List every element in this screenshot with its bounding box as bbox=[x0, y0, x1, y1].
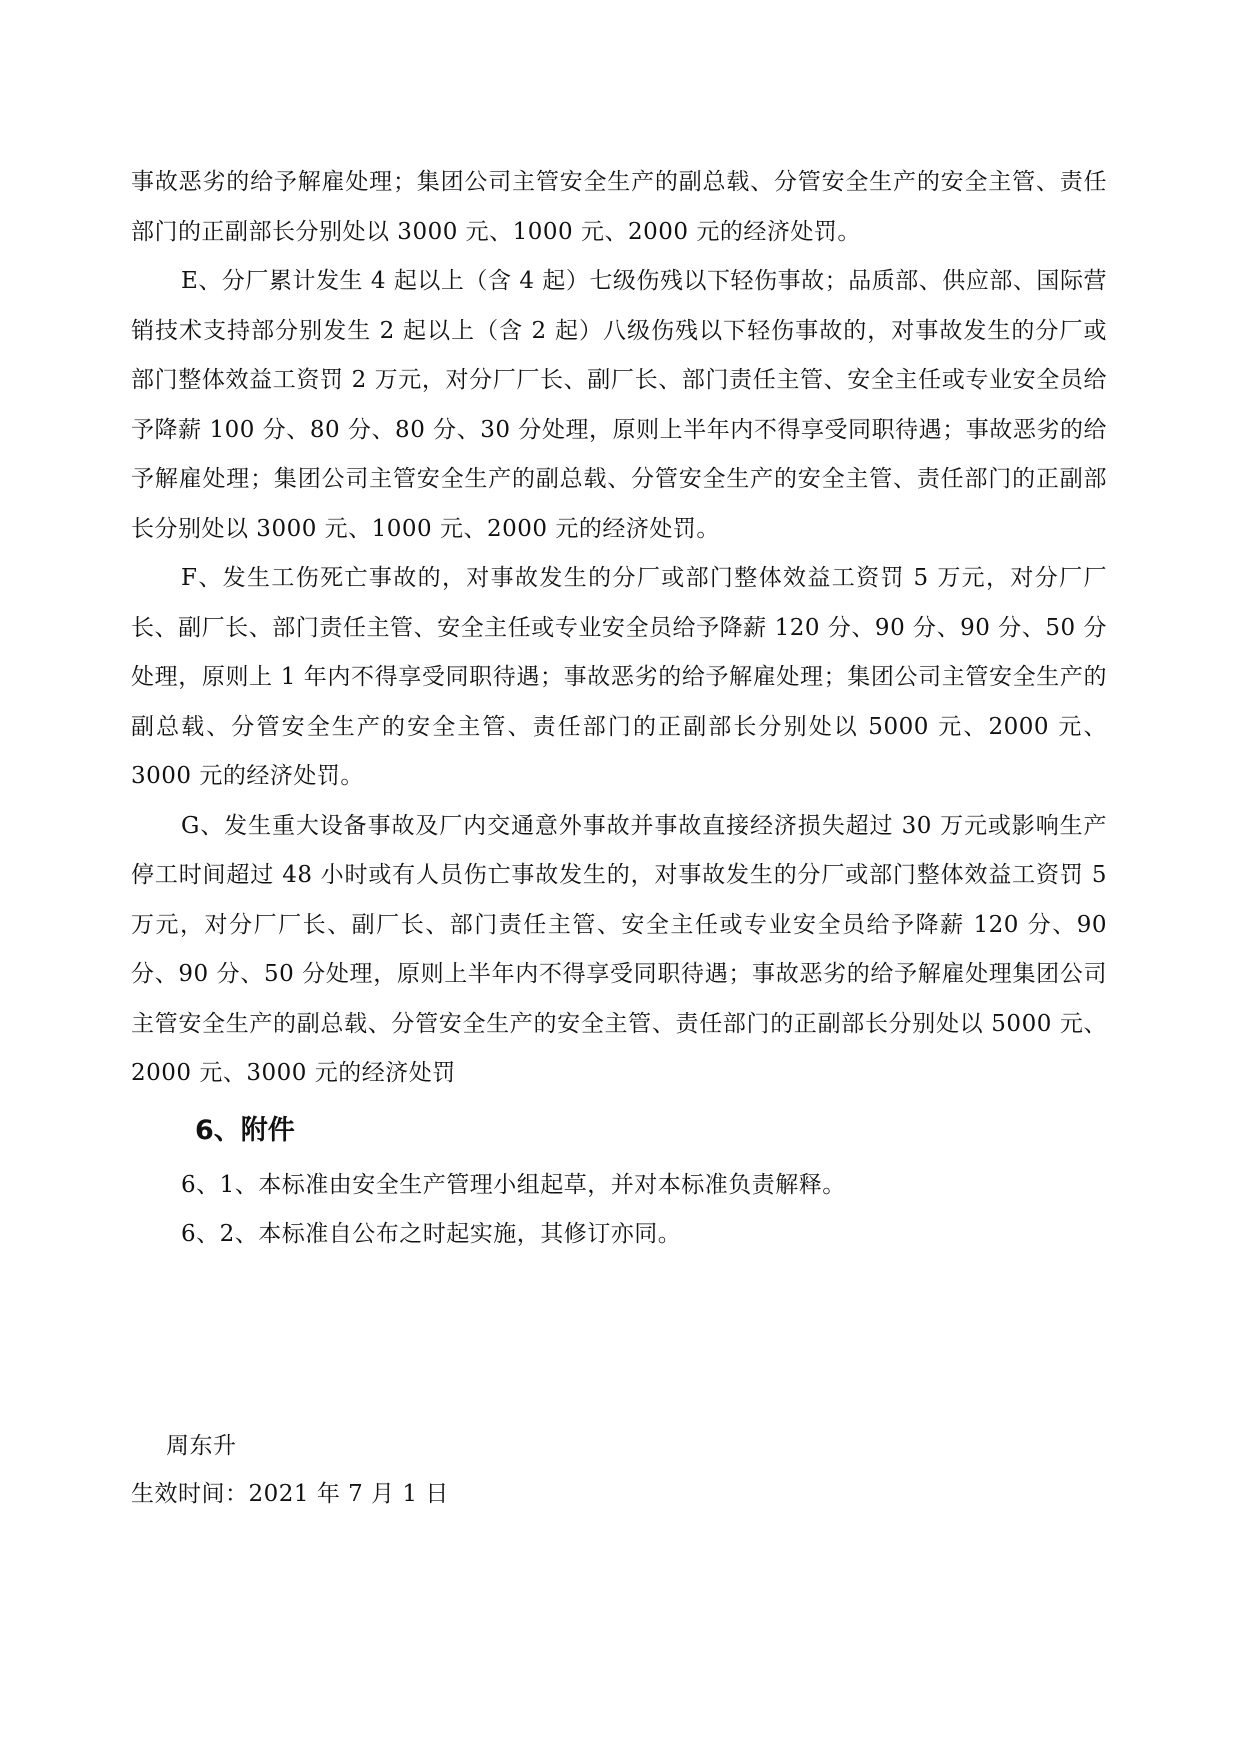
attachment-item-2: 6、2、本标准自公布之时起实施，其修订亦同。 bbox=[181, 1221, 682, 1247]
document-body bbox=[131, 158, 1107, 1260]
section-heading-attachments: 6、附件 bbox=[195, 1114, 295, 1146]
paragraph-f: F、发生工伤死亡事故的，对事故发生的分厂或部门整体效益工资罚 5 万元，对分厂厂长、副厂长、部门责任主管、安全主任或专业安全员给予降薪 120 分、90 分、90 分、50 分处理，原则上 1 年内不得享受同职待遇；事故恶劣的给予解雇处理；集团公司主管安全生产的副总载、分管安全生产的安全主管、责任部门的正副部长分别处以 5000 元、2000 元、3000 元的经济处罚。 bbox=[131, 565, 1107, 789]
paragraph-d-continuation: 事故恶劣的给予解雇处理；集团公司主管安全生产的副总载、分管安全生产的安全主管、责任部门的正副部长分别处以 3000 元、1000 元、2000 元的经济处罚。 bbox=[131, 169, 1107, 245]
attachment-item-1: 6、1、本标准由安全生产管理小组起草，并对本标准负责解释。 bbox=[181, 1171, 846, 1198]
paragraph-e: E、分厂累计发生 4 起以上（含 4 起）七级伤残以下轻伤事故；品质部、供应部、国际营销技术支持部分别发生 2 起以上（含 2 起）八级伤残以下轻伤事故的，对事故发生的分厂或部门整体效益工资罚 2 万元，对分厂厂长、副厂长、部门责任主管、安全主任或专业安全员给予降薪 100 分、80 分、80 分、30 分处理，原则上半年内不得享受同职待遇；事故恶劣的给予解雇处理；集团公司主管安全生产的副总载、分管安全生产的安全主管、责任部门的正副部长分别处以 3000 元、1000 元、2000 元的经济处罚。 bbox=[131, 268, 1107, 542]
paragraph-g: G、发生重大设备事故及厂内交通意外事故并事故直接经济损失超过 30 万元或影响生产停工时间超过 48 小时或有人员伤亡事故发生的，对事故发生的分厂或部门整体效益工资罚 5 万元，对分厂厂长、副厂长、部门责任主管、安全主任或专业安全员给予降薪 120 分、90 分、90 分、50 分处理，原则上半年内不得享受同职待遇；事故恶劣的给予解雇处理集团公司主管安全生产的副总载、分管安全生产的安全主管、责任部门的正副部长分别处以 5000 元、2000 元、3000 元的经济处罚 bbox=[131, 812, 1107, 1086]
signer-name: 周东升 bbox=[166, 1433, 237, 1459]
effective-date: 生效时间：2021 年 7 月 1 日 bbox=[131, 1481, 449, 1507]
